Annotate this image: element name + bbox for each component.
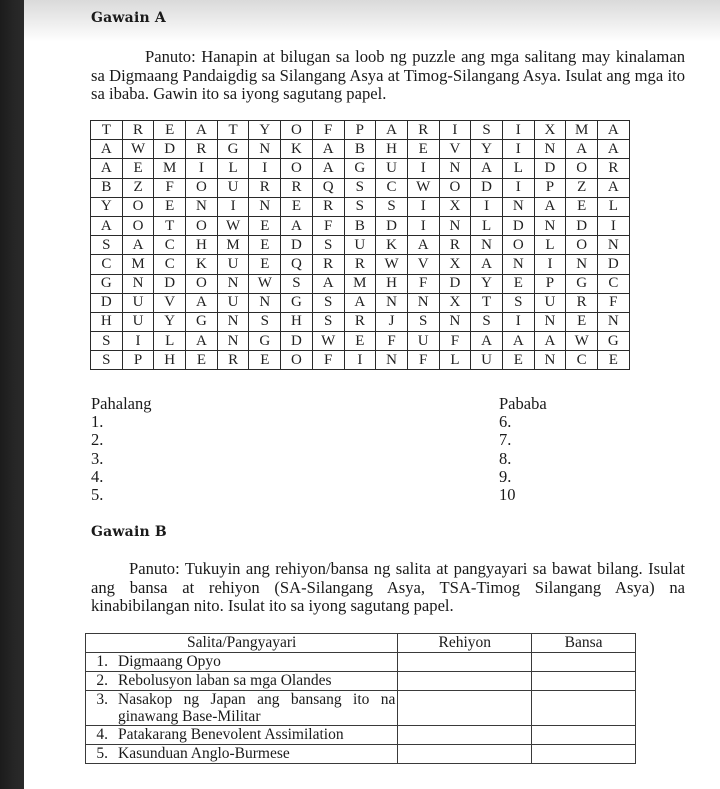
salita-cell: 4. Patakarang Benevolent Assimilation bbox=[86, 726, 398, 745]
puzzle-cell[interactable]: E bbox=[186, 351, 218, 370]
header-rehiyon: Rehiyon bbox=[398, 634, 532, 653]
puzzle-cell[interactable]: N bbox=[186, 197, 218, 216]
rehiyon-answer-cell[interactable] bbox=[398, 672, 532, 691]
puzzle-cell[interactable]: L bbox=[534, 236, 566, 255]
puzzle-cell[interactable]: Y bbox=[154, 312, 186, 331]
rehiyon-answer-cell[interactable] bbox=[398, 691, 532, 726]
puzzle-cell[interactable]: F bbox=[376, 332, 408, 351]
puzzle-cell[interactable]: O bbox=[281, 159, 313, 178]
puzzle-cell[interactable]: D bbox=[439, 274, 471, 293]
puzzle-cell[interactable]: W bbox=[566, 332, 598, 351]
puzzle-cell[interactable]: I bbox=[502, 312, 534, 331]
puzzle-cell[interactable]: I bbox=[502, 121, 534, 140]
bansa-answer-cell[interactable] bbox=[532, 691, 636, 726]
puzzle-cell[interactable]: B bbox=[344, 140, 376, 159]
puzzle-cell[interactable]: D bbox=[281, 236, 313, 255]
puzzle-cell[interactable]: O bbox=[502, 236, 534, 255]
table-row bbox=[86, 745, 636, 764]
puzzle-cell[interactable]: K bbox=[281, 140, 313, 159]
salita-cell: 5. Kasunduan Anglo-Burmese bbox=[86, 745, 398, 764]
puzzle-cell[interactable]: W bbox=[217, 216, 249, 235]
puzzle-cell[interactable]: N bbox=[598, 312, 630, 331]
rehiyon-answer-cell[interactable] bbox=[398, 726, 532, 745]
puzzle-cell[interactable]: W bbox=[122, 140, 154, 159]
puzzle-cell[interactable]: L bbox=[439, 351, 471, 370]
puzzle-cell[interactable]: I bbox=[502, 140, 534, 159]
answer-slot-10[interactable]: 10 bbox=[499, 485, 516, 505]
puzzle-cell[interactable]: G bbox=[566, 274, 598, 293]
puzzle-cell[interactable]: O bbox=[186, 216, 218, 235]
puzzle-cell[interactable]: L bbox=[154, 332, 186, 351]
puzzle-cell[interactable]: E bbox=[249, 236, 281, 255]
puzzle-cell[interactable]: S bbox=[312, 293, 344, 312]
puzzle-cell[interactable]: A bbox=[281, 216, 313, 235]
puzzle-cell[interactable]: S bbox=[91, 351, 123, 370]
puzzle-row bbox=[91, 293, 630, 312]
gawain-a-title: Gawain A bbox=[91, 10, 166, 26]
puzzle-cell[interactable]: R bbox=[281, 178, 313, 197]
puzzle-cell[interactable]: U bbox=[407, 332, 439, 351]
puzzle-cell[interactable]: N bbox=[566, 255, 598, 274]
puzzle-cell[interactable]: D bbox=[566, 216, 598, 235]
puzzle-cell[interactable]: E bbox=[598, 351, 630, 370]
puzzle-cell[interactable]: H bbox=[376, 274, 408, 293]
puzzle-cell[interactable]: T bbox=[154, 216, 186, 235]
puzzle-cell[interactable]: U bbox=[344, 236, 376, 255]
puzzle-cell[interactable]: O bbox=[281, 121, 313, 140]
puzzle-cell[interactable]: I bbox=[344, 351, 376, 370]
puzzle-cell[interactable]: X bbox=[534, 121, 566, 140]
puzzle-cell[interactable]: I bbox=[439, 121, 471, 140]
puzzle-cell[interactable]: Z bbox=[122, 178, 154, 197]
puzzle-cell[interactable]: D bbox=[91, 293, 123, 312]
puzzle-cell[interactable]: K bbox=[376, 236, 408, 255]
puzzle-cell[interactable]: I bbox=[407, 197, 439, 216]
puzzle-cell[interactable]: F bbox=[312, 216, 344, 235]
puzzle-cell[interactable]: R bbox=[598, 159, 630, 178]
puzzle-cell[interactable]: A bbox=[598, 121, 630, 140]
puzzle-cell[interactable]: D bbox=[154, 140, 186, 159]
puzzle-cell[interactable]: A bbox=[407, 236, 439, 255]
puzzle-cell[interactable]: A bbox=[566, 140, 598, 159]
answer-slot-6[interactable]: 6. bbox=[499, 412, 512, 432]
puzzle-cell[interactable]: N bbox=[217, 312, 249, 331]
puzzle-cell[interactable]: N bbox=[407, 293, 439, 312]
puzzle-cell[interactable]: W bbox=[376, 255, 408, 274]
puzzle-cell[interactable]: E bbox=[502, 274, 534, 293]
puzzle-cell[interactable]: S bbox=[471, 121, 503, 140]
puzzle-cell[interactable]: E bbox=[566, 197, 598, 216]
puzzle-cell[interactable]: O bbox=[186, 178, 218, 197]
puzzle-cell[interactable]: H bbox=[186, 236, 218, 255]
puzzle-cell[interactable]: Q bbox=[281, 255, 313, 274]
header-salita: Salita/Pangyayari bbox=[86, 634, 398, 653]
puzzle-cell[interactable]: D bbox=[471, 178, 503, 197]
puzzle-cell[interactable]: W bbox=[249, 274, 281, 293]
salita-cell: 1. Digmaang Opyo bbox=[86, 653, 398, 672]
puzzle-cell[interactable]: N bbox=[534, 312, 566, 331]
answer-slot-9[interactable]: 9. bbox=[499, 466, 512, 486]
puzzle-cell[interactable]: A bbox=[312, 159, 344, 178]
puzzle-cell[interactable]: J bbox=[376, 312, 408, 331]
puzzle-cell[interactable]: C bbox=[376, 178, 408, 197]
puzzle-cell[interactable]: S bbox=[471, 312, 503, 331]
puzzle-cell[interactable]: O bbox=[122, 197, 154, 216]
puzzle-cell[interactable]: A bbox=[312, 140, 344, 159]
puzzle-cell[interactable]: V bbox=[439, 140, 471, 159]
puzzle-cell[interactable]: M bbox=[566, 121, 598, 140]
puzzle-cell[interactable]: F bbox=[439, 332, 471, 351]
puzzle-cell[interactable]: A bbox=[186, 121, 218, 140]
puzzle-cell[interactable]: N bbox=[122, 274, 154, 293]
puzzle-cell[interactable]: D bbox=[281, 332, 313, 351]
puzzle-cell[interactable]: L bbox=[502, 159, 534, 178]
gawain-b-table bbox=[85, 633, 636, 764]
puzzle-cell[interactable]: U bbox=[534, 293, 566, 312]
puzzle-cell[interactable]: P bbox=[344, 121, 376, 140]
answer-slot-7[interactable]: 7. bbox=[499, 430, 512, 450]
puzzle-cell[interactable]: N bbox=[249, 293, 281, 312]
puzzle-cell[interactable]: E bbox=[502, 351, 534, 370]
puzzle-cell[interactable]: A bbox=[376, 121, 408, 140]
puzzle-cell[interactable]: W bbox=[407, 178, 439, 197]
puzzle-cell[interactable]: G bbox=[281, 293, 313, 312]
puzzle-cell[interactable]: I bbox=[186, 159, 218, 178]
puzzle-cell[interactable]: M bbox=[217, 236, 249, 255]
puzzle-cell[interactable]: P bbox=[534, 274, 566, 293]
puzzle-cell[interactable]: M bbox=[154, 159, 186, 178]
puzzle-cell[interactable]: X bbox=[439, 197, 471, 216]
puzzle-cell[interactable]: A bbox=[534, 332, 566, 351]
bansa-answer-cell[interactable] bbox=[532, 653, 636, 672]
puzzle-row bbox=[91, 312, 630, 331]
puzzle-cell[interactable]: N bbox=[471, 236, 503, 255]
puzzle-row bbox=[91, 216, 630, 235]
puzzle-cell[interactable]: F bbox=[598, 293, 630, 312]
puzzle-cell[interactable]: N bbox=[534, 351, 566, 370]
puzzle-cell[interactable]: T bbox=[471, 293, 503, 312]
puzzle-cell[interactable]: G bbox=[344, 159, 376, 178]
puzzle-cell[interactable]: H bbox=[281, 312, 313, 331]
puzzle-cell[interactable]: A bbox=[598, 178, 630, 197]
salita-cell: 2. Rebolusyon laban sa mga Olandes bbox=[86, 672, 398, 691]
puzzle-cell[interactable]: O bbox=[186, 274, 218, 293]
pababa-list bbox=[499, 395, 547, 504]
gawain-b-title: Gawain B bbox=[91, 524, 167, 540]
puzzle-cell[interactable]: Y bbox=[91, 197, 123, 216]
puzzle-cell[interactable]: U bbox=[471, 351, 503, 370]
puzzle-cell[interactable]: I bbox=[249, 159, 281, 178]
rehiyon-answer-cell[interactable] bbox=[398, 745, 532, 764]
puzzle-cell[interactable]: I bbox=[598, 216, 630, 235]
puzzle-row bbox=[91, 197, 630, 216]
gawain-b-instructions: Panuto: Tukuyin ang rehiyon/bansa ng salita at pangyayari sa bawat bilang. Isulat ang bansa at rehiyon (SA-Silangang Asya, TSA-Timog Silangang Asya) na kinabibilangan nito. Isulat ito sa iyong sagutang papel. bbox=[91, 559, 685, 616]
puzzle-cell[interactable]: S bbox=[312, 312, 344, 331]
puzzle-cell[interactable]: E bbox=[407, 140, 439, 159]
puzzle-cell[interactable]: F bbox=[407, 351, 439, 370]
puzzle-cell[interactable]: H bbox=[376, 140, 408, 159]
puzzle-row bbox=[91, 332, 630, 351]
answer-slot-1[interactable]: 1. bbox=[91, 412, 104, 432]
puzzle-cell[interactable]: N bbox=[598, 236, 630, 255]
puzzle-cell[interactable]: S bbox=[407, 312, 439, 331]
puzzle-cell[interactable]: V bbox=[407, 255, 439, 274]
puzzle-cell[interactable]: N bbox=[502, 255, 534, 274]
puzzle-cell[interactable]: U bbox=[217, 293, 249, 312]
puzzle-cell[interactable]: A bbox=[91, 140, 123, 159]
puzzle-cell[interactable]: B bbox=[91, 178, 123, 197]
answer-slot-5[interactable]: 5. bbox=[91, 485, 104, 505]
puzzle-cell[interactable]: O bbox=[566, 159, 598, 178]
puzzle-cell[interactable]: E bbox=[281, 197, 313, 216]
puzzle-cell[interactable]: R bbox=[344, 312, 376, 331]
puzzle-cell[interactable]: A bbox=[344, 293, 376, 312]
puzzle-cell[interactable]: I bbox=[407, 216, 439, 235]
puzzle-cell[interactable]: N bbox=[534, 216, 566, 235]
puzzle-cell[interactable]: U bbox=[122, 293, 154, 312]
puzzle-cell[interactable]: G bbox=[249, 332, 281, 351]
salita-cell: 3. Nasakop ng Japan ang bansang ito na ginawang Base-Militar bbox=[86, 691, 398, 726]
puzzle-cell[interactable]: Z bbox=[566, 178, 598, 197]
puzzle-cell[interactable]: E bbox=[249, 351, 281, 370]
puzzle-cell[interactable]: G bbox=[598, 332, 630, 351]
puzzle-cell[interactable]: O bbox=[122, 216, 154, 235]
puzzle-cell[interactable]: E bbox=[122, 159, 154, 178]
puzzle-cell[interactable]: S bbox=[249, 312, 281, 331]
puzzle-cell[interactable]: A bbox=[471, 255, 503, 274]
answer-slot-2[interactable]: 2. bbox=[91, 430, 104, 450]
puzzle-cell[interactable]: L bbox=[471, 216, 503, 235]
puzzle-cell[interactable]: Y bbox=[471, 140, 503, 159]
puzzle-cell[interactable]: X bbox=[439, 293, 471, 312]
puzzle-cell[interactable]: U bbox=[376, 159, 408, 178]
puzzle-cell[interactable]: L bbox=[217, 159, 249, 178]
puzzle-cell[interactable]: R bbox=[344, 255, 376, 274]
puzzle-cell[interactable]: N bbox=[376, 293, 408, 312]
puzzle-cell[interactable]: S bbox=[344, 178, 376, 197]
puzzle-cell[interactable]: R bbox=[566, 293, 598, 312]
puzzle-cell[interactable]: R bbox=[217, 351, 249, 370]
puzzle-cell[interactable]: D bbox=[154, 274, 186, 293]
puzzle-cell[interactable]: N bbox=[534, 140, 566, 159]
puzzle-cell[interactable]: R bbox=[122, 121, 154, 140]
puzzle-cell[interactable]: O bbox=[439, 178, 471, 197]
puzzle-cell[interactable]: F bbox=[407, 274, 439, 293]
puzzle-cell[interactable]: E bbox=[154, 197, 186, 216]
pababa-label: Pababa bbox=[499, 394, 547, 413]
puzzle-cell[interactable]: S bbox=[91, 332, 123, 351]
puzzle-cell[interactable]: D bbox=[534, 159, 566, 178]
puzzle-cell[interactable]: S bbox=[312, 236, 344, 255]
puzzle-cell[interactable]: H bbox=[154, 351, 186, 370]
puzzle-row bbox=[91, 121, 630, 140]
puzzle-cell[interactable]: N bbox=[376, 351, 408, 370]
table-header-row bbox=[86, 634, 636, 653]
puzzle-cell[interactable]: T bbox=[217, 121, 249, 140]
puzzle-cell[interactable]: R bbox=[312, 197, 344, 216]
puzzle-cell[interactable]: S bbox=[344, 197, 376, 216]
bansa-answer-cell[interactable] bbox=[532, 745, 636, 764]
puzzle-cell[interactable]: Y bbox=[249, 121, 281, 140]
puzzle-cell[interactable]: I bbox=[407, 159, 439, 178]
bansa-answer-cell[interactable] bbox=[532, 726, 636, 745]
puzzle-cell[interactable]: C bbox=[154, 255, 186, 274]
puzzle-cell[interactable]: Y bbox=[471, 274, 503, 293]
puzzle-row bbox=[91, 236, 630, 255]
puzzle-cell[interactable]: I bbox=[471, 197, 503, 216]
table-row bbox=[86, 691, 636, 726]
puzzle-cell[interactable]: N bbox=[249, 140, 281, 159]
puzzle-row bbox=[91, 159, 630, 178]
puzzle-cell[interactable]: W bbox=[312, 332, 344, 351]
puzzle-cell[interactable]: N bbox=[249, 197, 281, 216]
puzzle-cell[interactable]: G bbox=[217, 140, 249, 159]
puzzle-cell[interactable]: P bbox=[122, 351, 154, 370]
puzzle-cell[interactable]: C bbox=[154, 236, 186, 255]
answer-slot-4[interactable]: 4. bbox=[91, 466, 104, 486]
puzzle-cell[interactable]: R bbox=[249, 178, 281, 197]
puzzle-cell[interactable]: A bbox=[534, 197, 566, 216]
puzzle-cell[interactable]: K bbox=[186, 255, 218, 274]
puzzle-cell[interactable]: C bbox=[91, 255, 123, 274]
puzzle-cell[interactable]: S bbox=[376, 197, 408, 216]
puzzle-cell[interactable]: M bbox=[122, 255, 154, 274]
puzzle-cell[interactable]: N bbox=[439, 159, 471, 178]
puzzle-cell[interactable]: F bbox=[154, 178, 186, 197]
puzzle-cell[interactable]: U bbox=[217, 255, 249, 274]
puzzle-cell[interactable]: U bbox=[217, 178, 249, 197]
puzzle-cell[interactable]: E bbox=[344, 332, 376, 351]
puzzle-cell[interactable]: I bbox=[217, 197, 249, 216]
puzzle-cell[interactable]: A bbox=[91, 159, 123, 178]
puzzle-row bbox=[91, 255, 630, 274]
pahalang-list bbox=[91, 395, 151, 504]
viewer-left-edge bbox=[0, 0, 24, 789]
puzzle-cell[interactable]: H bbox=[91, 312, 123, 331]
puzzle-cell[interactable]: C bbox=[566, 351, 598, 370]
puzzle-cell[interactable]: I bbox=[122, 332, 154, 351]
puzzle-cell[interactable]: A bbox=[186, 332, 218, 351]
word-search-puzzle bbox=[90, 120, 630, 370]
puzzle-cell[interactable]: R bbox=[439, 236, 471, 255]
table-row bbox=[86, 653, 636, 672]
puzzle-cell[interactable]: X bbox=[439, 255, 471, 274]
puzzle-cell[interactable]: V bbox=[154, 293, 186, 312]
puzzle-row bbox=[91, 178, 630, 197]
puzzle-cell[interactable]: N bbox=[217, 332, 249, 351]
puzzle-cell[interactable]: E bbox=[249, 255, 281, 274]
answer-slot-3[interactable]: 3. bbox=[91, 448, 104, 468]
puzzle-cell[interactable]: S bbox=[91, 236, 123, 255]
puzzle-cell[interactable]: T bbox=[91, 121, 123, 140]
puzzle-row bbox=[91, 351, 630, 370]
puzzle-cell[interactable]: B bbox=[344, 216, 376, 235]
answer-slot-8[interactable]: 8. bbox=[499, 448, 512, 468]
puzzle-cell[interactable]: N bbox=[439, 312, 471, 331]
puzzle-cell[interactable]: O bbox=[566, 236, 598, 255]
puzzle-cell[interactable]: A bbox=[312, 274, 344, 293]
puzzle-cell[interactable]: A bbox=[471, 159, 503, 178]
puzzle-cell[interactable]: N bbox=[439, 216, 471, 235]
puzzle-cell[interactable]: U bbox=[122, 312, 154, 331]
bansa-answer-cell[interactable] bbox=[532, 672, 636, 691]
puzzle-row bbox=[91, 140, 630, 159]
pahalang-label: Pahalang bbox=[91, 394, 152, 413]
puzzle-cell[interactable]: O bbox=[281, 351, 313, 370]
puzzle-cell[interactable]: F bbox=[312, 121, 344, 140]
puzzle-cell[interactable]: G bbox=[186, 312, 218, 331]
puzzle-cell[interactable]: S bbox=[281, 274, 313, 293]
puzzle-cell[interactable]: A bbox=[91, 216, 123, 235]
puzzle-cell[interactable]: R bbox=[407, 121, 439, 140]
puzzle-cell[interactable]: F bbox=[312, 351, 344, 370]
puzzle-cell[interactable]: L bbox=[598, 197, 630, 216]
puzzle-cell[interactable]: N bbox=[502, 197, 534, 216]
puzzle-cell[interactable]: P bbox=[534, 178, 566, 197]
puzzle-cell[interactable]: I bbox=[534, 255, 566, 274]
puzzle-cell[interactable]: S bbox=[502, 293, 534, 312]
puzzle-cell[interactable]: I bbox=[502, 178, 534, 197]
puzzle-cell[interactable]: R bbox=[186, 140, 218, 159]
header-bansa: Bansa bbox=[532, 634, 636, 653]
rehiyon-answer-cell[interactable] bbox=[398, 653, 532, 672]
puzzle-cell[interactable]: C bbox=[598, 274, 630, 293]
puzzle-cell[interactable]: A bbox=[471, 332, 503, 351]
gawain-a-instructions: Panuto: Hanapin at bilugan sa loob ng puzzle ang mga salitang may kinalaman sa Digmaang Pandaigdig sa Silangang Asya at Timog-Silangang Asya. Isulat ang mga ito sa ibaba. Gawin ito sa iyong sagutang papel. bbox=[91, 47, 685, 104]
puzzle-cell[interactable]: Q bbox=[312, 178, 344, 197]
puzzle-cell[interactable]: M bbox=[344, 274, 376, 293]
puzzle-cell[interactable]: D bbox=[502, 216, 534, 235]
puzzle-cell[interactable]: R bbox=[312, 255, 344, 274]
puzzle-cell[interactable]: N bbox=[217, 274, 249, 293]
puzzle-cell[interactable]: E bbox=[154, 121, 186, 140]
table-row bbox=[86, 672, 636, 691]
table-row bbox=[86, 726, 636, 745]
puzzle-cell[interactable]: A bbox=[122, 236, 154, 255]
puzzle-cell[interactable]: E bbox=[249, 216, 281, 235]
puzzle-row bbox=[91, 274, 630, 293]
puzzle-cell[interactable]: A bbox=[186, 293, 218, 312]
puzzle-cell[interactable]: D bbox=[376, 216, 408, 235]
puzzle-cell[interactable]: D bbox=[598, 255, 630, 274]
puzzle-cell[interactable]: E bbox=[566, 312, 598, 331]
puzzle-cell[interactable]: A bbox=[502, 332, 534, 351]
puzzle-cell[interactable]: G bbox=[91, 274, 123, 293]
puzzle-cell[interactable]: A bbox=[598, 140, 630, 159]
